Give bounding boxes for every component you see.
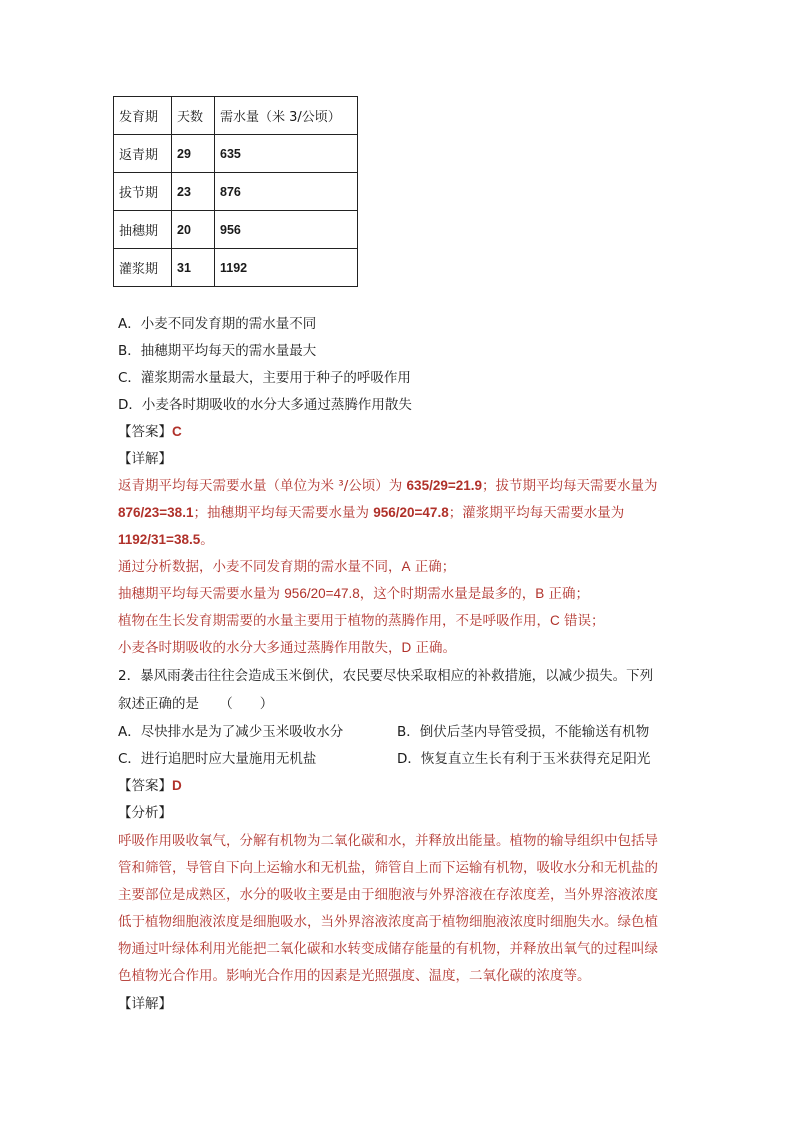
q2-analysis-line: 低于植物细胞液浓度是细胞吸水，当外界溶液浓度高于植物细胞液浓度时细胞失水。绿色植 xyxy=(118,914,658,930)
table-cell: 635 xyxy=(215,135,358,173)
q1-answer-line xyxy=(118,422,182,442)
table-header-cell: 天数 xyxy=(172,97,215,135)
table-row xyxy=(114,173,358,211)
q2-option-a: A．尽快排水是为了减少玉米吸收水分 xyxy=(118,724,344,740)
q2-analysis-line: 主要部位是成熟区，水分的吸收主要是由于细胞液与外界溶液在存浓度差，当外界溶液浓度 xyxy=(118,887,658,903)
table-header-cell: 需水量（米 3/公顷） xyxy=(215,97,358,135)
q1-option-d: D．小麦各时期吸收的水分大多通过蒸腾作用散失 xyxy=(118,397,412,413)
q2-option-b: B．倒伏后茎内导管受损，不能输送有机物 xyxy=(397,724,650,740)
detail-text: 。 xyxy=(200,532,214,548)
water-demand-table xyxy=(113,96,358,287)
q2-stem-line-1: 2．暴风雨袭击往往会造成玉米倒伏，农民要尽快采取相应的补救措施，以减少损失。下列 xyxy=(118,668,654,684)
table-cell: 29 xyxy=(172,135,215,173)
table-header-cell: 发育期 xyxy=(114,97,172,135)
detail-text: ；抽穗期平均每天需要水量为 xyxy=(193,505,374,521)
answer-label: 【答案】 xyxy=(118,424,172,440)
detail-text: 植物在生长发育期需要的水量主要用于植物的蒸腾作用，不是呼吸作用， xyxy=(118,613,550,629)
detail-option-letter: C xyxy=(550,613,560,628)
q1-detail-line-5 xyxy=(118,584,589,604)
detail-formula: 1192/31=38.5 xyxy=(118,532,201,547)
detail-text: 正确。 xyxy=(411,640,457,656)
table-cell: 返青期 xyxy=(114,135,172,173)
answer-label: 【答案】 xyxy=(118,778,172,794)
detail-option-letter: A xyxy=(401,559,411,574)
q2-analysis-line: 管和筛管，导管自下向上运输水和无机盐，筛管自上而下运输有机物，吸收水分和无机盐的 xyxy=(118,860,658,876)
detail-formula: 956/20=47.8 xyxy=(284,586,360,601)
table-cell: 876 xyxy=(215,173,358,211)
q1-detail-line-4 xyxy=(118,557,455,577)
q1-option-a: A．小麦不同发育期的需水量不同 xyxy=(118,316,317,332)
detail-text: ，这个时期需水量是最多的， xyxy=(359,586,536,602)
q1-detail-line-1 xyxy=(118,476,658,496)
q1-option-c: C．灌浆期需水量最大，主要用于种子的呼吸作用 xyxy=(118,370,411,386)
q2-analysis-label: 【分析】 xyxy=(118,805,172,821)
table-cell: 灌浆期 xyxy=(114,249,172,287)
q1-detail-line-7 xyxy=(118,638,456,658)
answer-value: C xyxy=(172,424,182,439)
q2-analysis-line: 物通过叶绿体利用光能把二氧化碳和水转变成储存能量的有机物，并释放出氧气的过程叫绿 xyxy=(118,941,658,957)
q2-stem-line-2: 叙述正确的是 （ ） xyxy=(118,696,274,712)
q1-detail-line-6 xyxy=(118,611,605,631)
table-cell: 抽穗期 xyxy=(114,211,172,249)
detail-formula: 876/23=38.1 xyxy=(118,505,194,520)
detail-text: ；灌浆期平均每天需要水量为 xyxy=(448,505,625,521)
table-cell: 23 xyxy=(172,173,215,211)
detail-text: ；拔节期平均每天需要水量为 xyxy=(482,478,658,494)
q2-analysis-line: 呼吸作用吸收氧气，分解有机物为二氧化碳和水，并释放出能量。植物的输导组织中包括导 xyxy=(118,833,658,849)
answer-value: D xyxy=(172,778,182,793)
table-cell: 20 xyxy=(172,211,215,249)
q2-option-c: C．进行追肥时应大量施用无机盐 xyxy=(118,751,317,767)
detail-option-letter: B xyxy=(535,586,545,601)
detail-text: 正确； xyxy=(544,586,590,602)
table-cell: 拔节期 xyxy=(114,173,172,211)
q2-option-d: D．恢复直立生长有利于玉米获得充足阳光 xyxy=(397,751,651,767)
detail-text: 返青期平均每天需要水量（单位为米 ³/公顷）为 xyxy=(118,478,407,494)
detail-text: 抽穗期平均每天需要水量为 xyxy=(118,586,285,602)
detail-option-letter: D xyxy=(401,640,412,655)
detail-text: 通过分析数据，小麦不同发育期的需水量不同， xyxy=(118,559,402,575)
table-row xyxy=(114,249,358,287)
table-cell: 956 xyxy=(215,211,358,249)
table-row xyxy=(114,135,358,173)
detail-text: 小麦各时期吸收的水分大多通过蒸腾作用散失， xyxy=(118,640,402,656)
detail-text: 错误； xyxy=(559,613,605,629)
q2-answer-line xyxy=(118,776,182,796)
q1-detail-line-3 xyxy=(118,530,214,550)
detail-formula: 956/20=47.8 xyxy=(373,505,449,520)
table-row xyxy=(114,211,358,249)
q2-analysis-line: 色植物光合作用。影响光合作用的因素是光照强度、温度，二氧化碳的浓度等。 xyxy=(118,968,591,984)
detail-formula: 635/29=21.9 xyxy=(406,478,482,493)
table-header-row xyxy=(114,97,358,135)
table-cell: 1192 xyxy=(215,249,358,287)
detail-text: 正确； xyxy=(410,559,456,575)
q1-detail-line-2 xyxy=(118,503,624,523)
q1-option-b: B．抽穗期平均每天的需水量最大 xyxy=(118,343,317,359)
q1-detail-label: 【详解】 xyxy=(118,451,172,467)
table-cell: 31 xyxy=(172,249,215,287)
q2-detail-label: 【详解】 xyxy=(118,996,172,1012)
